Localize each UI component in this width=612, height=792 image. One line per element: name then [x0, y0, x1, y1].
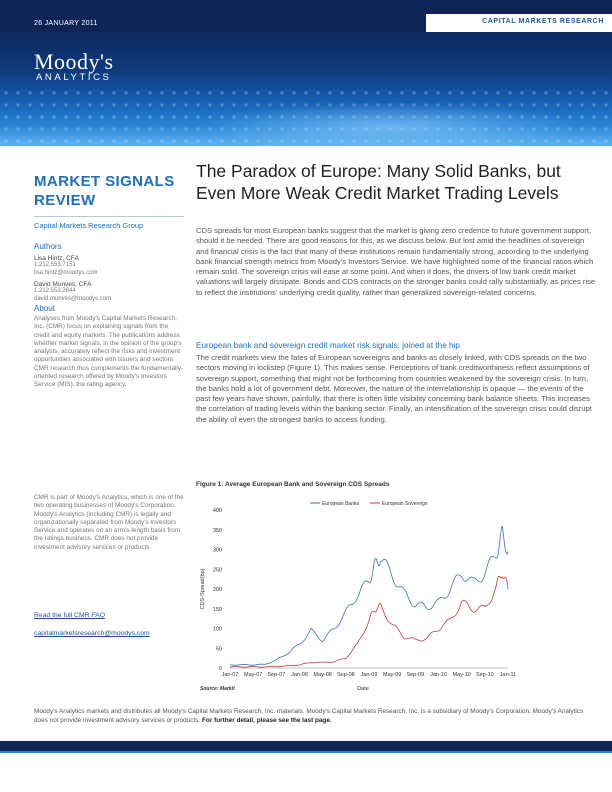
sidebar-links — [34, 612, 150, 648]
y-tick-label: 0 — [218, 666, 222, 672]
footer-disclaimer: Moody's Analytics markets and distributes all Moody's Capital Markets Research, Inc. materials. Moody's Capital Markets Research, Inc. is a subsidiary of Moody's Corporation. Moody's Analytics does not provide investment advisory services or products. For further detail, please see the last page. — [34, 708, 584, 724]
header-banner — [0, 32, 612, 146]
chart-source: Source: Markit — [200, 686, 235, 692]
x-tick-label: Jan-07 — [221, 672, 239, 678]
y-axis-title: CDS-Spread(bp) — [200, 568, 206, 610]
y-tick-label: 100 — [212, 626, 222, 633]
x-axis-title: Date — [357, 686, 369, 692]
footer-note: For further detail, please see the last page. — [202, 716, 332, 724]
y-tick-label: 200 — [212, 587, 222, 593]
series-line-2 — [230, 576, 508, 667]
bottom-accent — [0, 751, 612, 753]
x-tick-label: Sep-10 — [475, 672, 494, 678]
x-tick-label: Sep-09 — [406, 672, 425, 678]
legend-label-1: European Banks — [322, 501, 359, 507]
x-tick-label: Jan-10 — [430, 672, 447, 678]
y-tick-label: 350 — [212, 527, 222, 534]
section-label: CAPITAL MARKETS RESEARCH — [482, 18, 604, 25]
x-tick-label: May-09 — [382, 672, 402, 678]
logo-wordmark: Moody's — [34, 49, 114, 74]
publication-title: MARKET SIGNALS REVIEW — [34, 173, 175, 209]
x-tick-label: Jan-08 — [291, 672, 308, 678]
y-tick-label: 50 — [215, 646, 222, 653]
y-tick-label: 300 — [212, 547, 222, 554]
sidebar-divider — [34, 216, 184, 217]
article-paragraph-1: CDS spreads for most European banks suggest that the market is giving zero credence to future government support, should it be needed. There are good reasons for this, as we discuss below. But lost amid the headlines of sovereign and financial crisis is the fact that many of these institutions remain fundamentally strong, according to the underlying bank financial strength metrics from Moody's Investors Service. We have highlighted some of the financial ratios which remain solid. The sovereign crisis will ease at some point. And when it does, the drivers of low bank credit market valuations will largely dissipate. Bonds and CDS contracts on the stronger banks could rally substantially, as prices rise to reflect the institutions' underlying credit quality, rather than generalized sovereign-related concerns. — [196, 226, 596, 297]
about-text-2: CMR is part of Moody's Analytics, which is one of the two operating businesses of Moody's Corporation. Moody's Analytics (including CMR) is legally and organizationally separated from Moody's Investors Service and operates on an arm's-length basis from the ratings business. CMR does not provide investment advisory services or products. — [34, 494, 184, 551]
y-tick-label: 250 — [212, 567, 222, 574]
authors-heading: Authors — [34, 242, 62, 251]
author-1: Lisa Hintz, CFA 1.212.553.7151 lisa.hintz@moodys.com — [34, 255, 98, 276]
author-2: David Munves, CFA 1.212.553.2844 david.munves@moodys.com — [34, 281, 112, 302]
x-tick-label: May-07 — [243, 672, 263, 678]
faq-link[interactable]: Read the full CMR FAQ — [34, 612, 106, 619]
figure-title: Figure 1: Average European Bank and Sovereign CDS Spreads — [196, 481, 390, 488]
x-tick-label: Sep-08 — [336, 672, 355, 678]
y-tick-label: 150 — [212, 606, 222, 613]
article-subheading: European bank and sovereign credit market risk signals: joined at the hip — [196, 341, 460, 350]
bottom-bar — [0, 741, 612, 753]
x-tick-label: Sep-07 — [267, 672, 286, 678]
section-tab — [426, 14, 612, 32]
report-date: 26 JANUARY 2011 — [34, 20, 98, 27]
x-tick-label: May-08 — [313, 672, 332, 678]
logo-subtitle: ANALYTICS — [36, 72, 112, 83]
series-line-1 — [230, 526, 508, 665]
article-headline: The Paradox of Europe: Many Solid Banks, but Even More Weak Credit Market Trading Levels — [196, 161, 561, 203]
research-group: Capital Markets Research Group — [34, 221, 144, 230]
x-tick-label: Jan-11 — [499, 672, 517, 678]
legend-label-2: European Sovereign — [382, 501, 428, 507]
about-text: Analyses from Moody's Capital Markets Research, Inc. (CMR) focus on explaining signals from the credit and equity markets. The publications address whether market signals, in the opinion of the group's analysts, accurately reflect the risks and investment opportunities associated with issuers and sectors. CMR research thus complements the fundamentally-oriented research offered by Moody's Investors Service (MIS), the rating agency. — [34, 315, 184, 389]
email-link[interactable]: capitalmarketsresearch@moodys.com — [34, 630, 150, 637]
article-paragraph-2: The credit markets view the fates of European sovereigns and banks as closely linked, with CDS spreads on the two sectors moving in lockstep (Figure 1). This makes sense. Perceptions of bank creditworthiness reflect assumptions of sovereign support, something that might not be forthcoming from countries weakened by the sovereign crisis. In turn, the banks hold a lot of government debt. Moreover, the nature of the interrelationship is opaque — the events of the past few years have shown, painfully, that there is often little visibility concerning bank balance sheets. This increases the correlation of trading levels within the banking sector. Finally, an intensification of the sovereign crisis could disrupt the ability of even the strongest banks to access funding. — [196, 353, 592, 424]
x-tick-label: May-10 — [452, 672, 471, 678]
x-tick-label: Jan-09 — [360, 672, 378, 678]
cds-spread-chart — [196, 494, 522, 698]
sidebar — [34, 172, 184, 637]
y-tick-label: 400 — [212, 508, 222, 514]
banner-glow — [200, 102, 580, 146]
about-heading: About — [34, 304, 55, 313]
top-bar — [0, 0, 612, 32]
